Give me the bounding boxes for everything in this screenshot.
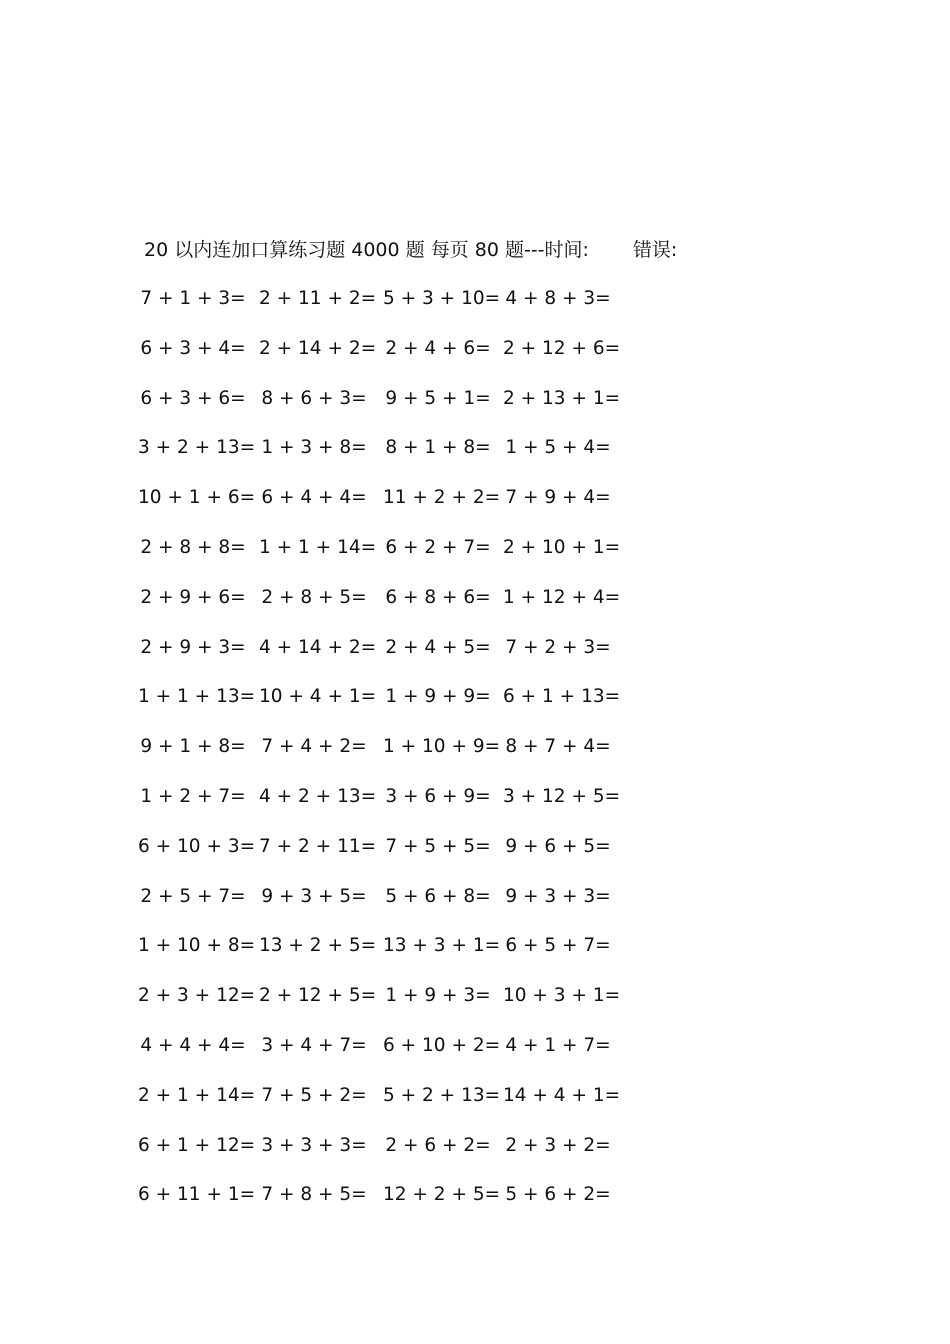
- problem-item: 6 + 3 + 4=: [140, 337, 246, 359]
- problem-row: [140, 582, 664, 632]
- problem-item: 3 + 6 + 9=: [385, 785, 491, 807]
- problem-item: 6 + 1 + 13=: [503, 686, 621, 708]
- problem-item: 4 + 8 + 3=: [505, 288, 611, 309]
- problem-row: [138, 831, 664, 881]
- problem-row: [138, 482, 664, 532]
- problem-item: 7 + 4 + 2=: [261, 736, 367, 758]
- problem-item: 6 + 11 + 1=: [138, 1184, 256, 1206]
- problem-row: [138, 432, 664, 482]
- problem-item: 2 + 8 + 8=: [140, 536, 246, 558]
- problem-row: [140, 632, 664, 682]
- problem-item: 1 + 10 + 9=: [383, 736, 501, 758]
- problem-row: [140, 383, 664, 433]
- problem-item: 1 + 2 + 7=: [140, 785, 246, 807]
- problem-item: 5 + 6 + 2=: [505, 1184, 611, 1206]
- problem-item: 10 + 4 + 1=: [259, 686, 377, 708]
- problem-item: 4 + 4 + 4=: [140, 1034, 246, 1056]
- problem-row: [138, 980, 664, 1030]
- problem-item: 5 + 2 + 13=: [383, 1084, 501, 1106]
- problem-item: 8 + 6 + 3=: [261, 387, 367, 409]
- problem-item: 4 + 1 + 7=: [505, 1034, 611, 1056]
- problem-item: 4 + 14 + 2=: [259, 636, 377, 658]
- problem-item: 2 + 14 + 2=: [259, 337, 377, 359]
- problem-item: 1 + 1 + 14=: [259, 536, 377, 558]
- problem-item: 2 + 5 + 7=: [140, 885, 246, 907]
- problem-item: 3 + 3 + 3=: [261, 1134, 367, 1156]
- problem-item: 3 + 4 + 7=: [261, 1034, 367, 1056]
- problem-item: 2 + 4 + 5=: [385, 636, 491, 658]
- problem-item: 5 + 6 + 8=: [385, 885, 491, 907]
- problem-item: 9 + 3 + 3=: [505, 885, 611, 907]
- problem-row: [140, 532, 664, 582]
- problem-item: 1 + 12 + 4=: [503, 586, 621, 608]
- problem-item: 7 + 5 + 2=: [261, 1084, 367, 1106]
- problem-item: 7 + 5 + 5=: [385, 835, 491, 857]
- error-label: 错误:: [632, 239, 678, 261]
- problem-item: 6 + 10 + 3=: [138, 835, 256, 857]
- problem-item: 6 + 2 + 7=: [385, 536, 491, 558]
- problem-item: 1 + 5 + 4=: [505, 437, 611, 459]
- problem-item: 7 + 2 + 3=: [505, 636, 611, 658]
- problem-item: 2 + 1 + 14=: [138, 1084, 256, 1106]
- problem-item: 1 + 10 + 8=: [138, 935, 256, 957]
- problem-grid: [138, 283, 664, 1229]
- problem-item: 11 + 2 + 2=: [383, 487, 501, 509]
- problem-row: [138, 930, 664, 980]
- problem-item: 10 + 1 + 6=: [138, 487, 256, 509]
- problem-row: [140, 283, 664, 333]
- problem-item: 2 + 4 + 6=: [385, 337, 491, 359]
- problem-row: [138, 681, 664, 731]
- problem-row: [140, 1030, 664, 1080]
- problem-item: 9 + 3 + 5=: [261, 885, 367, 907]
- problem-item: 7 + 1 + 3=: [140, 288, 246, 309]
- problem-item: 13 + 2 + 5=: [259, 935, 377, 957]
- problem-row: [140, 333, 664, 383]
- problem-item: 6 + 10 + 2=: [383, 1034, 501, 1056]
- problem-item: 2 + 10 + 1=: [503, 536, 621, 558]
- problem-item: 3 + 12 + 5=: [503, 785, 621, 807]
- problem-item: 2 + 6 + 2=: [385, 1134, 491, 1156]
- problem-item: 2 + 11 + 2=: [259, 288, 377, 309]
- problem-item: 9 + 1 + 8=: [140, 736, 246, 758]
- time-label: 时间:: [544, 239, 589, 261]
- problem-item: 2 + 3 + 12=: [138, 985, 256, 1007]
- problem-item: 9 + 6 + 5=: [505, 835, 611, 857]
- problem-row: [140, 731, 664, 781]
- problem-item: 2 + 12 + 5=: [259, 985, 377, 1007]
- problem-item: 2 + 8 + 5=: [261, 586, 367, 608]
- problem-row: [138, 1080, 664, 1130]
- problem-row: [140, 881, 664, 931]
- problem-item: 6 + 4 + 4=: [261, 487, 367, 509]
- problem-item: 1 + 3 + 8=: [261, 437, 367, 459]
- worksheet-title: 20 以内连加口算练习题 4000 题 每页 80 题---: [144, 239, 545, 261]
- problem-item: 6 + 3 + 6=: [140, 387, 246, 409]
- problem-item: 2 + 12 + 6=: [503, 337, 621, 359]
- problem-item: 2 + 3 + 2=: [505, 1134, 611, 1156]
- problem-item: 1 + 9 + 9=: [385, 686, 491, 708]
- problem-item: 2 + 9 + 3=: [140, 636, 246, 658]
- problem-item: 7 + 2 + 11=: [259, 835, 377, 857]
- problem-row: [140, 781, 664, 831]
- problem-item: 7 + 8 + 5=: [261, 1184, 367, 1206]
- problem-item: 2 + 9 + 6=: [140, 586, 246, 608]
- problem-item: 4 + 2 + 13=: [259, 785, 377, 807]
- problem-item: 8 + 7 + 4=: [505, 736, 611, 758]
- problem-item: 6 + 8 + 6=: [385, 586, 491, 608]
- problem-row: [138, 1179, 664, 1229]
- problem-item: 13 + 3 + 1=: [383, 935, 501, 957]
- problem-row: [138, 1130, 664, 1180]
- problem-item: 6 + 5 + 7=: [505, 935, 611, 957]
- problem-item: 3 + 2 + 13=: [138, 437, 256, 459]
- problem-item: 6 + 1 + 12=: [138, 1134, 256, 1156]
- problem-item: 1 + 1 + 13=: [138, 686, 256, 708]
- problem-item: 2 + 13 + 1=: [503, 387, 621, 409]
- problem-item: 5 + 3 + 10=: [383, 288, 501, 309]
- problem-item: 14 + 4 + 1=: [503, 1084, 621, 1106]
- problem-item: 7 + 9 + 4=: [505, 487, 611, 509]
- problem-item: 10 + 3 + 1=: [503, 985, 621, 1007]
- worksheet-header: [144, 235, 677, 265]
- problem-item: 1 + 9 + 3=: [385, 985, 491, 1007]
- problem-item: 8 + 1 + 8=: [385, 437, 491, 459]
- problem-item: 9 + 5 + 1=: [385, 387, 491, 409]
- problem-item: 12 + 2 + 5=: [383, 1184, 501, 1206]
